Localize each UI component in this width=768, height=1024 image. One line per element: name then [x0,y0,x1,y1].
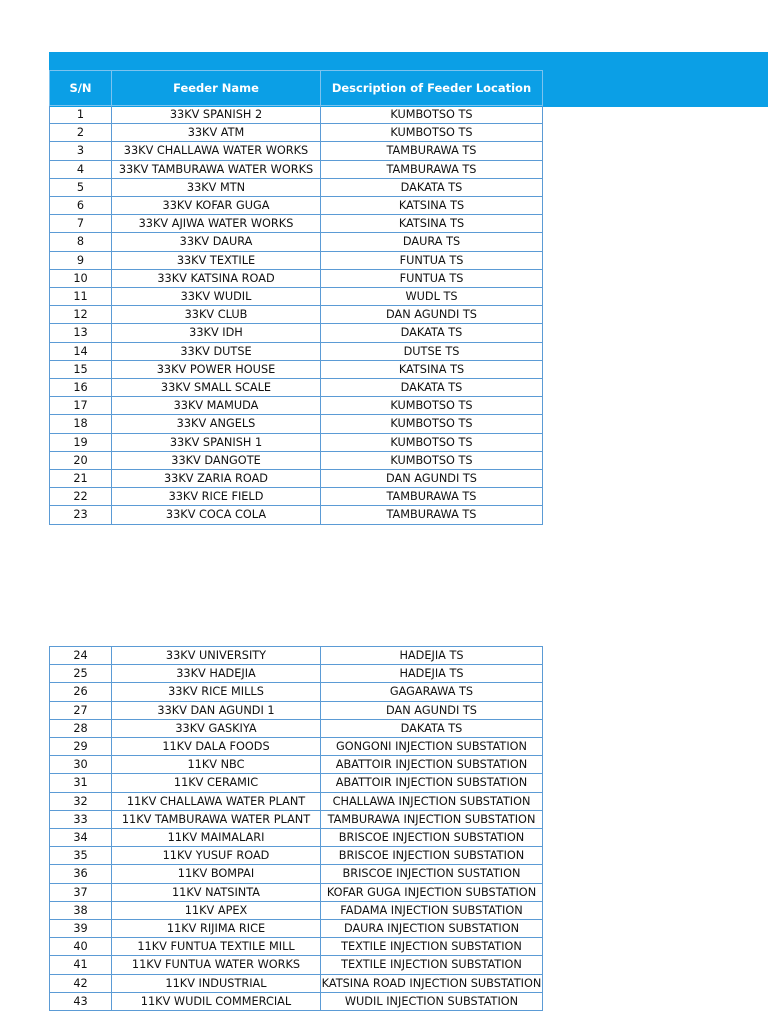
cell-feeder-name: 33KV CLUB [112,306,321,324]
cell-location: KUMBOTSO TS [321,124,543,142]
cell-sn: 25 [50,665,112,683]
cell-sn: 4 [50,160,112,178]
cell-location: DAN AGUNDI TS [321,701,543,719]
cell-sn: 1 [50,106,112,124]
table-row [50,810,543,828]
cell-feeder-name: 11KV CERAMIC [112,774,321,792]
cell-sn: 31 [50,774,112,792]
table-row [50,719,543,737]
cell-sn: 16 [50,379,112,397]
cell-location: TAMBURAWA TS [321,142,543,160]
cell-location: KATSINA TS [321,215,543,233]
cell-location: KATSINA TS [321,360,543,378]
cell-sn: 30 [50,756,112,774]
cell-feeder-name: 11KV YUSUF ROAD [112,847,321,865]
cell-sn: 29 [50,738,112,756]
table-row [50,178,543,196]
cell-sn: 18 [50,415,112,433]
cell-sn: 14 [50,342,112,360]
header-location: Description of Feeder Location [321,71,543,106]
cell-sn: 21 [50,470,112,488]
table-row [50,683,543,701]
table-row [50,288,543,306]
cell-sn: 9 [50,251,112,269]
table-row [50,488,543,506]
table-row [50,379,543,397]
table-row [50,397,543,415]
cell-location: DUTSE TS [321,342,543,360]
cell-feeder-name: 33KV TAMBURAWA WATER WORKS [112,160,321,178]
cell-sn: 6 [50,197,112,215]
table-row [50,360,543,378]
table-row [50,956,543,974]
cell-location: KUMBOTSO TS [321,433,543,451]
cell-sn: 40 [50,938,112,956]
cell-sn: 24 [50,647,112,665]
table-row [50,124,543,142]
cell-sn: 27 [50,701,112,719]
cell-location: DAKATA TS [321,719,543,737]
cell-sn: 8 [50,233,112,251]
cell-sn: 41 [50,956,112,974]
table-row [50,883,543,901]
cell-location: TEXTILE INJECTION SUBSTATION [321,938,543,956]
cell-feeder-name: 11KV FUNTUA TEXTILE MILL [112,938,321,956]
cell-location: TAMBURAWA TS [321,160,543,178]
cell-sn: 38 [50,901,112,919]
cell-sn: 13 [50,324,112,342]
cell-sn: 17 [50,397,112,415]
table-row [50,160,543,178]
cell-feeder-name: 11KV MAIMALARI [112,829,321,847]
cell-feeder-name: 33KV SPANISH 2 [112,106,321,124]
cell-feeder-name: 33KV POWER HOUSE [112,360,321,378]
cell-feeder-name: 33KV MAMUDA [112,397,321,415]
feeder-table-top [49,70,543,525]
table-row [50,701,543,719]
cell-sn: 36 [50,865,112,883]
cell-feeder-name: 11KV INDUSTRIAL [112,974,321,992]
cell-feeder-name: 11KV APEX [112,901,321,919]
cell-feeder-name: 11KV CHALLAWA WATER PLANT [112,792,321,810]
cell-feeder-name: 33KV SMALL SCALE [112,379,321,397]
cell-location: DAKATA TS [321,178,543,196]
header-feeder-name: Feeder Name [112,71,321,106]
table-row [50,901,543,919]
table-row [50,756,543,774]
cell-location: TAMBURAWA INJECTION SUBSTATION [321,810,543,828]
table-row [50,215,543,233]
table-row [50,829,543,847]
table-row [50,269,543,287]
cell-location: KATSINA TS [321,197,543,215]
cell-feeder-name: 33KV KATSINA ROAD [112,269,321,287]
cell-feeder-name: 33KV DAURA [112,233,321,251]
table-row [50,470,543,488]
cell-feeder-name: 33KV IDH [112,324,321,342]
cell-location: FADAMA INJECTION SUBSTATION [321,901,543,919]
table-row [50,792,543,810]
cell-sn: 3 [50,142,112,160]
cell-location: ABATTOIR INJECTION SUBSTATION [321,756,543,774]
cell-feeder-name: 33KV WUDIL [112,288,321,306]
cell-feeder-name: 33KV DUTSE [112,342,321,360]
cell-location: ABATTOIR INJECTION SUBSTATION [321,774,543,792]
cell-sn: 28 [50,719,112,737]
cell-sn: 15 [50,360,112,378]
cell-location: BRISCOE INJECTION SUBSTATION [321,847,543,865]
cell-sn: 20 [50,451,112,469]
cell-feeder-name: 33KV COCA COLA [112,506,321,524]
feeder-table-bottom [49,646,543,1011]
cell-location: CHALLAWA INJECTION SUBSTATION [321,792,543,810]
cell-location: TEXTILE INJECTION SUBSTATION [321,956,543,974]
cell-sn: 39 [50,920,112,938]
table-row [50,774,543,792]
cell-feeder-name: 33KV ANGELS [112,415,321,433]
cell-location: DAKATA TS [321,379,543,397]
cell-location: FUNTUA TS [321,269,543,287]
table-row [50,142,543,160]
cell-location: BRISCOE INJECTION SUBSTATION [321,829,543,847]
cell-location: GONGONI INJECTION SUBSTATION [321,738,543,756]
table-row [50,506,543,524]
table-row [50,847,543,865]
table-row [50,415,543,433]
cell-location: DAKATA TS [321,324,543,342]
table-row [50,992,543,1010]
table-row [50,306,543,324]
cell-sn: 43 [50,992,112,1010]
header-row [50,71,543,106]
cell-sn: 32 [50,792,112,810]
table-row [50,451,543,469]
cell-feeder-name: 33KV CHALLAWA WATER WORKS [112,142,321,160]
cell-feeder-name: 33KV SPANISH 1 [112,433,321,451]
cell-feeder-name: 33KV TEXTILE [112,251,321,269]
cell-location: TAMBURAWA TS [321,506,543,524]
cell-location: TAMBURAWA TS [321,488,543,506]
table-row [50,342,543,360]
cell-feeder-name: 11KV FUNTUA WATER WORKS [112,956,321,974]
cell-location: KOFAR GUGA INJECTION SUBSTATION [321,883,543,901]
cell-location: KUMBOTSO TS [321,415,543,433]
table-row [50,738,543,756]
cell-sn: 7 [50,215,112,233]
cell-sn: 12 [50,306,112,324]
cell-sn: 26 [50,683,112,701]
table-row [50,920,543,938]
cell-feeder-name: 33KV ZARIA ROAD [112,470,321,488]
table-row [50,865,543,883]
cell-feeder-name: 33KV ATM [112,124,321,142]
cell-feeder-name: 33KV DAN AGUNDI 1 [112,701,321,719]
cell-sn: 33 [50,810,112,828]
cell-sn: 2 [50,124,112,142]
cell-feeder-name: 11KV BOMPAI [112,865,321,883]
table-row [50,251,543,269]
cell-feeder-name: 11KV RIJIMA RICE [112,920,321,938]
cell-sn: 22 [50,488,112,506]
cell-sn: 11 [50,288,112,306]
header-sn: S/N [50,71,112,106]
cell-sn: 35 [50,847,112,865]
cell-location: HADEJIA TS [321,665,543,683]
cell-location: DAN AGUNDI TS [321,470,543,488]
cell-sn: 5 [50,178,112,196]
table-row [50,233,543,251]
table-body-bottom [50,647,543,1011]
cell-location: KATSINA ROAD INJECTION SUBSTATION [321,974,543,992]
cell-sn: 37 [50,883,112,901]
cell-location: DAURA INJECTION SUBSTATION [321,920,543,938]
cell-feeder-name: 33KV RICE FIELD [112,488,321,506]
cell-feeder-name: 11KV TAMBURAWA WATER PLANT [112,810,321,828]
cell-feeder-name: 33KV DANGOTE [112,451,321,469]
cell-location: KUMBOTSO TS [321,106,543,124]
table-row [50,665,543,683]
cell-feeder-name: 33KV MTN [112,178,321,196]
cell-sn: 42 [50,974,112,992]
cell-location: WUDL TS [321,288,543,306]
cell-location: WUDIL INJECTION SUBSTATION [321,992,543,1010]
cell-sn: 19 [50,433,112,451]
table-body-top [50,106,543,525]
cell-feeder-name: 11KV DALA FOODS [112,738,321,756]
cell-sn: 23 [50,506,112,524]
cell-location: KUMBOTSO TS [321,397,543,415]
cell-feeder-name: 33KV GASKIYA [112,719,321,737]
cell-feeder-name: 33KV RICE MILLS [112,683,321,701]
cell-location: HADEJIA TS [321,647,543,665]
cell-feeder-name: 33KV HADEJIA [112,665,321,683]
cell-location: DAURA TS [321,233,543,251]
table-row [50,433,543,451]
cell-location: BRISCOE INJECTION SUSTATION [321,865,543,883]
cell-feeder-name: 33KV AJIWA WATER WORKS [112,215,321,233]
cell-feeder-name: 11KV NATSINTA [112,883,321,901]
table-row [50,938,543,956]
cell-feeder-name: 11KV WUDIL COMMERCIAL [112,992,321,1010]
cell-location: KUMBOTSO TS [321,451,543,469]
cell-location: FUNTUA TS [321,251,543,269]
cell-location: DAN AGUNDI TS [321,306,543,324]
table-row [50,324,543,342]
cell-feeder-name: 33KV UNIVERSITY [112,647,321,665]
cell-feeder-name: 33KV KOFAR GUGA [112,197,321,215]
table-row [50,197,543,215]
cell-location: GAGARAWA TS [321,683,543,701]
table-row [50,647,543,665]
table-row [50,974,543,992]
cell-feeder-name: 11KV NBC [112,756,321,774]
cell-sn: 34 [50,829,112,847]
table-row [50,106,543,124]
cell-sn: 10 [50,269,112,287]
